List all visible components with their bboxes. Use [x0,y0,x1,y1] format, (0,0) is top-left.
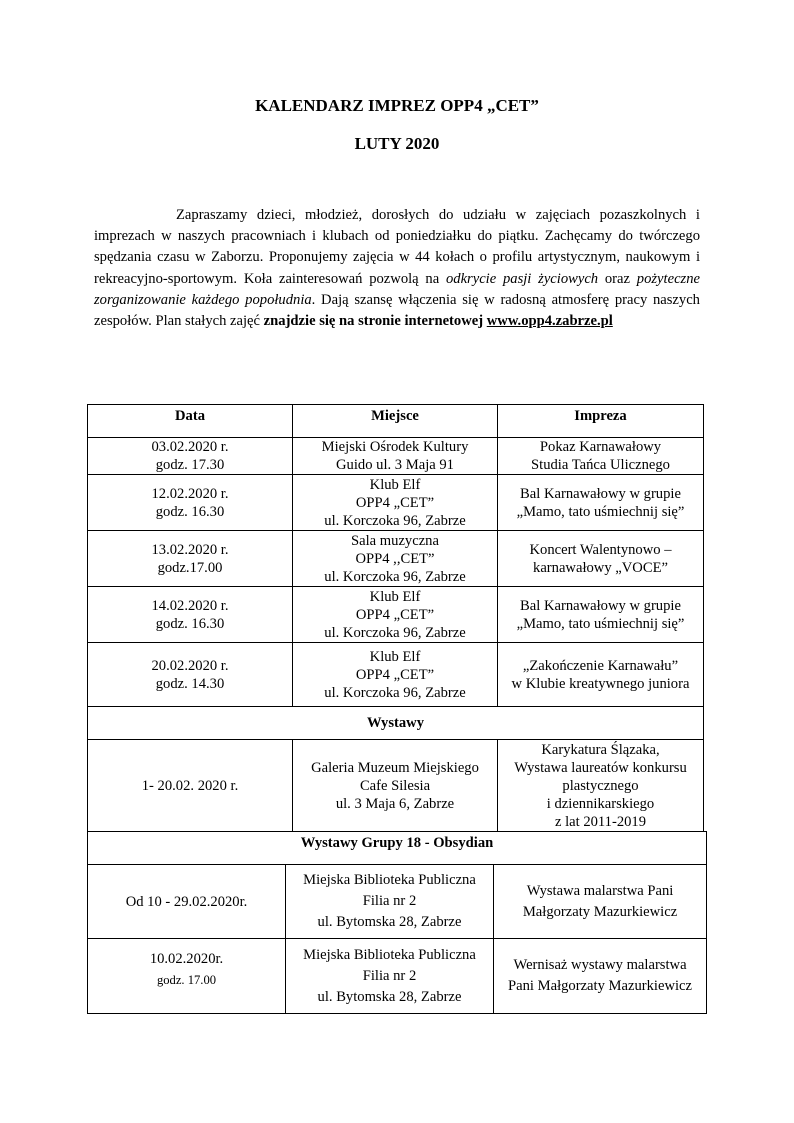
header-date: Data [88,405,293,438]
date-cell: Od 10 - 29.02.2020r. [88,865,286,939]
table-row [88,865,707,939]
table-row [88,587,704,643]
event-cell: Wernisaż wystawy malarstwa Pani Małgorzaty Mazurkiewicz [494,939,707,1014]
section-row-exhibitions [88,707,704,740]
table-row [88,475,704,531]
date-cell: 13.02.2020 r. godz.17.00 [88,531,293,587]
section-heading: Wystawy [88,707,704,740]
intro-emphasis-2: pożyteczne zorganizowanie każdego popołudnia [94,270,700,308]
group-exhibitions-table [87,831,707,1014]
intro-text-2: oraz [598,270,637,287]
header-event: Impreza [498,405,704,438]
event-cell: Wystawa malarstwa Pani Małgorzaty Mazurkiewicz [494,865,707,939]
place-cell: Klub Elf OPP4 „CET” ul. Korczoka 96, Zabrze [293,587,498,643]
place-cell: Klub Elf OPP4 „CET” ul. Korczoka 96, Zabrze [293,475,498,531]
event-cell: „Zakończenie Karnawału” w Klubie kreatywnego juniora [498,643,704,707]
date-cell: 10.02.2020r. godz. 17.00 [88,939,286,1014]
place-cell: Miejski Ośrodek Kultury Guido ul. 3 Maja 91 [293,438,498,475]
place-cell: Galeria Muzeum Miejskiego Cafe Silesia ul. 3 Maja 6, Zabrze [293,740,498,832]
website-link[interactable]: www.opp4.zabrze.pl [486,313,613,330]
date-cell: 12.02.2020 r. godz. 16.30 [88,475,293,531]
page-title: KALENDARZ IMPREZ OPP4 „CET” [255,96,539,115]
date-cell: 14.02.2020 r. godz. 16.30 [88,587,293,643]
table-header-row [88,405,704,438]
header-place: Miejsce [293,405,498,438]
intro-text-3: . Dają szansę włączenia się w radosną atmosferę pracy naszych zespołów. Plan stałych zajęć [94,291,700,330]
date-cell: 20.02.2020 r. godz. 14.30 [88,643,293,707]
event-cell: Koncert Walentynowo – karnawałowy „VOCE” [498,531,704,587]
table-row [88,438,704,475]
event-cell: Pokaz Karnawałowy Studia Tańca Ulicznego [498,438,704,475]
intro-bold: znajdzie się na stronie internetowej [263,313,484,330]
intro-paragraph [94,205,700,332]
page-subtitle: LUTY 2020 [354,134,440,153]
intro-text-1: Zapraszamy dzieci, młodzież, dorosłych do udziału w zajęciach pozaszkolnych i imprezach w naszych pracowniach i klubach od poniedziałku do piątku. Zachęcamy do twórczego spędzania czasu w Zaborzu. Proponujemy zajęcia w 44 kołach o profilu artystycznym, naukowym i rekreacyjno-sportowym. Koła zainteresowań pozwolą na [94,207,700,287]
date-cell: 1- 20.02. 2020 r. [88,740,293,832]
event-cell: Bal Karnawałowy w grupie „Mamo, tato uśmiechnij się” [498,475,704,531]
date-cell: 03.02.2020 r. godz. 17.30 [88,438,293,475]
section-row-group [88,832,707,865]
place-cell: Miejska Biblioteka Publiczna Filia nr 2 ul. Bytomska 28, Zabrze [286,865,494,939]
table-row [88,531,704,587]
events-table [87,404,704,832]
table-row [88,939,707,1014]
section-heading: Wystawy Grupy 18 - Obsydian [88,832,707,865]
intro-emphasis-1: odkrycie pasji życiowych [445,270,599,287]
table-row [88,643,704,707]
event-cell: Bal Karnawałowy w grupie „Mamo, tato uśmiechnij się” [498,587,704,643]
place-cell: Klub Elf OPP4 „CET” ul. Korczoka 96, Zabrze [293,643,498,707]
event-cell: Karykatura Ślązaka, Wystawa laureatów konkursu plastycznego i dziennikarskiego z lat 2011-2019 [498,740,704,832]
place-cell: Sala muzyczna OPP4 ,,CET” ul. Korczoka 96, Zabrze [293,531,498,587]
place-cell: Miejska Biblioteka Publiczna Filia nr 2 ul. Bytomska 28, Zabrze [286,939,494,1014]
table-row [88,740,704,832]
